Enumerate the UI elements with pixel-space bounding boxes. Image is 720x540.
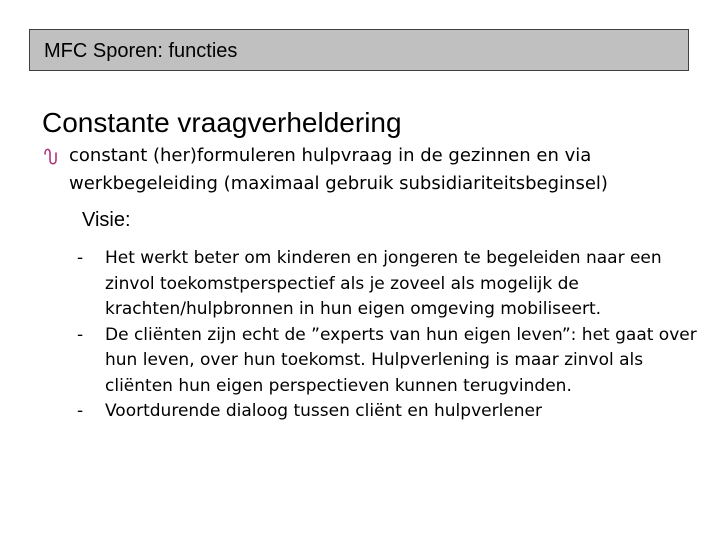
dash-marker: - [77, 248, 84, 268]
slide-title-box [29, 29, 689, 71]
dash-marker: - [77, 324, 84, 345]
visie-list [77, 246, 697, 425]
dash-marker: - [77, 401, 84, 421]
squiggle-bullet-icon [43, 145, 63, 167]
list-item-text: De cliënten zijn echt de ”experts van hun eigen leven”: het gaat over hun leven, over hun toekomst. Hulpverlening is maar zinvol als cliënten hun eigen perspectieven kunnen terugvinden. [105, 324, 697, 396]
list-item [77, 246, 697, 323]
section-heading: Constante vraagverheldering [42, 107, 402, 138]
main-bullet-text: constant (her)formuleren hulpvraag in de gezinnen en via werkbegeleiding (maximaal gebruik subsidiariteitsbeginsel) [69, 145, 608, 194]
visie-label: Visie: [82, 209, 131, 231]
list-item-text: Voortdurende dialoog tussen cliënt en hulpverlener [105, 401, 542, 421]
list-item [77, 399, 697, 425]
list-item [77, 323, 697, 400]
list-item-text: Het werkt beter om kinderen en jongeren te begeleiden naar een zinvol toekomstperspectief als je zoveel als mogelijk de krachten/hulpbronnen in hun eigen omgeving mobiliseert. [105, 248, 662, 319]
slide-title: MFC Sporen: functies [44, 40, 238, 62]
